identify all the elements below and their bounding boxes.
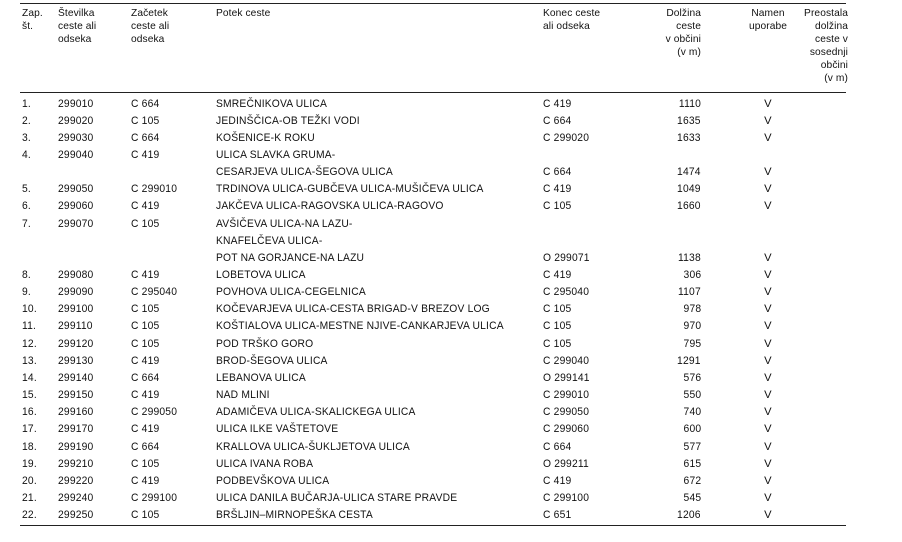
- road-length: 1206: [677, 509, 701, 522]
- road-start: C 299010: [131, 183, 178, 196]
- header-zap: Zap. št.: [22, 8, 43, 32]
- road-usage: V: [764, 303, 772, 316]
- row-number: 2.: [22, 114, 31, 127]
- road-usage: V: [764, 200, 772, 213]
- road-end: C 419: [543, 183, 572, 196]
- road-route: LOBETOVA ULICA: [216, 269, 306, 281]
- row-number: 5.: [22, 183, 31, 196]
- road-route: ULICA IVANA ROBA: [216, 457, 314, 470]
- road-end: C 299010: [543, 389, 590, 402]
- road-route: ULICA SLAVKA GRUMA-: [216, 148, 336, 161]
- road-end: C 419: [543, 269, 572, 281]
- header-separator-rule: [20, 92, 846, 93]
- road-length: 1107: [678, 286, 701, 299]
- road-usage: V: [764, 114, 772, 127]
- header-potek: Potek ceste: [216, 8, 271, 19]
- road-length: 1049: [677, 183, 701, 196]
- road-usage: V: [764, 97, 772, 110]
- road-start: C 419: [131, 200, 160, 213]
- road-number: 299160: [58, 406, 94, 419]
- road-route: JAKČEVA ULICA-RAGOVSKA ULICA-RAGOVO: [216, 200, 444, 213]
- road-start: C 419: [131, 354, 160, 367]
- road-route: KOŠTIALOVA ULICA-MESTNE NJIVE-CANKARJEVA ULICA: [216, 320, 504, 333]
- header-preostala: Preostala dolžina ceste v sosednji občini (v m): [804, 8, 848, 84]
- road-number: 299080: [58, 269, 94, 281]
- road-route: TRDINOVA ULICA-GUBČEVA ULICA-MUŠIČEVA ULICA: [216, 183, 484, 196]
- header-konec: Konec ceste ali odseka: [543, 8, 601, 32]
- road-usage: V: [764, 354, 772, 367]
- road-usage: V: [764, 474, 772, 487]
- road-start: C 664: [131, 131, 160, 144]
- road-number: 299030: [58, 131, 94, 144]
- road-length: 1660: [677, 200, 701, 213]
- row-number: 22.: [22, 509, 37, 522]
- road-end: C 105: [543, 200, 572, 213]
- road-end: O 299211: [543, 457, 589, 470]
- road-start: C 105: [131, 320, 160, 333]
- road-route: ULICA ILKE VAŠTETOVE: [216, 423, 339, 436]
- road-end: C 419: [543, 97, 572, 110]
- road-number: 299110: [58, 320, 93, 333]
- road-number: 299060: [58, 200, 94, 213]
- road-start: C 105: [131, 509, 160, 522]
- row-number: 14.: [22, 371, 37, 384]
- road-usage: V: [764, 166, 772, 179]
- road-number: 299120: [58, 337, 94, 350]
- road-route: KOČEVARJEVA ULICA-CESTA BRIGAD-V BREZOV LOG: [216, 303, 490, 316]
- road-length: 1291: [677, 354, 701, 367]
- road-end: C 419: [543, 474, 572, 487]
- road-number: 299010: [58, 97, 94, 110]
- road-end: C 105: [543, 303, 572, 316]
- road-end: C 105: [543, 320, 572, 333]
- road-route: CESARJEVA ULICA-ŠEGOVA ULICA: [216, 166, 393, 179]
- road-usage: V: [764, 440, 772, 453]
- road-route: KRALLOVA ULICA-ŠUKLJETOVA ULICA: [216, 440, 410, 453]
- road-number: 299090: [58, 286, 94, 299]
- row-number: 20.: [22, 474, 37, 487]
- row-number: 17.: [22, 423, 37, 436]
- road-length: 795: [683, 337, 701, 350]
- road-length: 740: [683, 406, 701, 419]
- road-start: C 664: [131, 97, 160, 110]
- road-route: KNAFELČEVA ULICA-: [216, 234, 323, 247]
- row-number: 4.: [22, 148, 31, 161]
- road-start: C 664: [131, 440, 160, 453]
- row-number: 18.: [22, 440, 37, 453]
- road-start: C 419: [131, 474, 160, 487]
- road-start: C 105: [131, 303, 160, 316]
- road-usage: V: [764, 337, 772, 350]
- road-number: 299070: [58, 217, 94, 230]
- row-number: 19.: [22, 457, 37, 470]
- road-number: 299130: [58, 354, 94, 367]
- road-length: 545: [683, 491, 701, 504]
- road-length: 970: [683, 320, 701, 333]
- road-end: O 299071: [543, 251, 590, 264]
- road-length: 1138: [678, 251, 701, 264]
- road-end: C 664: [543, 166, 572, 179]
- table-top-rule: [20, 3, 846, 4]
- road-length: 1474: [677, 166, 701, 179]
- road-end: C 299100: [543, 491, 590, 504]
- row-number: 15.: [22, 389, 37, 402]
- road-start: C 105: [131, 217, 160, 230]
- road-length: 306: [683, 269, 701, 281]
- road-start: C 419: [131, 389, 160, 402]
- road-route: BROD-ŠEGOVA ULICA: [216, 354, 328, 367]
- road-length: 978: [683, 303, 701, 316]
- road-usage: V: [764, 286, 772, 299]
- row-number: 16.: [22, 406, 37, 419]
- road-end: C 299040: [543, 354, 590, 367]
- row-number: 12.: [22, 337, 37, 350]
- road-usage: V: [764, 269, 772, 281]
- row-number: 11.: [22, 320, 37, 333]
- row-number: 10.: [22, 303, 37, 316]
- road-length: 1635: [677, 114, 701, 127]
- row-number: 21.: [22, 491, 37, 504]
- road-usage: V: [764, 251, 772, 264]
- road-length: 672: [683, 474, 701, 487]
- road-route: POD TRŠKO GORO: [216, 337, 314, 350]
- row-number: 3.: [22, 131, 31, 144]
- road-route: POT NA GORJANCE-NA LAZU: [216, 251, 365, 264]
- road-end: C 664: [543, 440, 572, 453]
- row-number: 8.: [22, 269, 31, 281]
- road-route: AVŠIČEVA ULICA-NA LAZU-: [216, 217, 353, 230]
- road-length: 1633: [677, 131, 701, 144]
- header-dolzina: Dolžina ceste v občini (v m): [665, 8, 701, 58]
- road-route: KOŠENICE-K ROKU: [216, 131, 315, 144]
- road-route: ULICA DANILA BUČARJA-ULICA STARE PRAVDE: [216, 491, 458, 504]
- road-usage: V: [764, 509, 772, 522]
- row-number: 6.: [22, 200, 31, 213]
- road-end: C 664: [543, 114, 572, 127]
- road-usage: V: [764, 131, 772, 144]
- road-length: 577: [683, 440, 701, 453]
- road-usage: V: [764, 491, 772, 504]
- road-start: C 295040: [131, 286, 178, 299]
- header-namen: Namen uporabe: [748, 8, 788, 32]
- road-number: 299100: [58, 303, 94, 316]
- road-end: O 299141: [543, 371, 590, 384]
- road-usage: V: [764, 389, 772, 402]
- road-length: 576: [683, 371, 701, 384]
- road-route: JEDINŠČICA-OB TEŽKI VODI: [216, 114, 360, 127]
- road-usage: V: [764, 423, 772, 436]
- road-number: 299250: [58, 509, 94, 522]
- road-number: 299220: [58, 474, 94, 487]
- row-number: 13.: [22, 354, 37, 367]
- road-length: 1110: [678, 97, 701, 110]
- road-start: C 419: [131, 269, 160, 281]
- road-length: 550: [683, 389, 701, 402]
- road-number: 299050: [58, 183, 94, 196]
- road-end: C 299060: [543, 423, 590, 436]
- road-usage: V: [764, 183, 772, 196]
- row-number: 7.: [22, 217, 31, 230]
- road-route: SMREČNIKOVA ULICA: [216, 97, 328, 110]
- road-start: C 105: [131, 114, 160, 127]
- road-end: C 295040: [543, 286, 590, 299]
- road-usage: V: [764, 371, 772, 384]
- road-start: C 419: [131, 148, 160, 161]
- road-start: C 299100: [131, 491, 178, 504]
- road-route: POVHOVA ULICA-CEGELNICA: [216, 286, 366, 299]
- road-number: 299040: [58, 148, 94, 161]
- road-route: NAD MLINI: [216, 389, 270, 402]
- road-usage: V: [764, 457, 772, 470]
- road-route: LEBANOVA ULICA: [216, 371, 306, 384]
- road-start: C 105: [131, 337, 160, 350]
- road-number: 299170: [58, 423, 94, 436]
- road-end: C 105: [543, 337, 572, 350]
- row-number: 9.: [22, 286, 31, 299]
- road-number: 299020: [58, 114, 94, 127]
- road-length: 615: [683, 457, 701, 470]
- road-end: C 651: [543, 509, 572, 522]
- road-end: C 299020: [543, 131, 590, 144]
- road-length: 600: [683, 423, 701, 436]
- road-number: 299240: [58, 491, 94, 504]
- road-number: 299190: [58, 440, 94, 453]
- road-usage: V: [764, 320, 772, 333]
- road-number: 299150: [58, 389, 94, 402]
- road-start: C 299050: [131, 406, 178, 419]
- road-route: PODBEVŠKOVA ULICA: [216, 474, 330, 487]
- header-zacetek: Začetek ceste ali odseka: [131, 8, 170, 45]
- road-route: BRŠLJIN–MIRNOPEŠKA CESTA: [216, 509, 373, 522]
- table-bottom-rule: [20, 525, 846, 526]
- road-start: C 664: [131, 371, 160, 384]
- road-route: ADAMIČEVA ULICA-SKALICKEGA ULICA: [216, 406, 416, 419]
- road-number: 299210: [58, 457, 94, 470]
- header-stevilka: Številka ceste ali odseka: [58, 8, 97, 45]
- road-start: C 105: [131, 457, 160, 470]
- road-number: 299140: [58, 371, 94, 384]
- road-usage: V: [764, 406, 772, 419]
- road-start: C 419: [131, 423, 160, 436]
- road-end: C 299050: [543, 406, 590, 419]
- row-number: 1.: [22, 97, 31, 110]
